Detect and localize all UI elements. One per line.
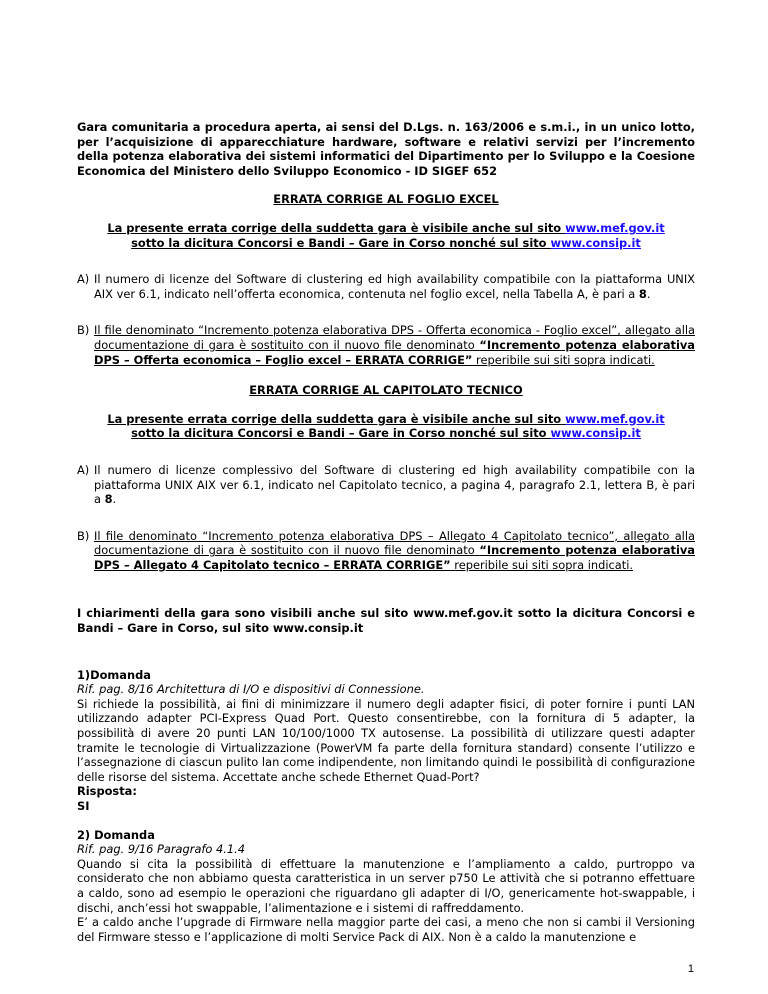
- question-1: [77, 668, 695, 814]
- question-heading: 2) Domanda: [77, 827, 155, 842]
- question-reference: Rif. pag. 8/16 Architettura di I/O e dispositivi di Connessione.: [77, 682, 425, 697]
- visibility-notice-excel: La presente errata corrige della suddetta gara è visibile anche sul sito www.mef.gov.it sotto la dicitura Concorsi e Bandi – Gare in Corso nonché sul sito www.consip.it: [107, 220, 665, 250]
- section-title-excel: ERRATA CORRIGE AL FOGLIO EXCEL: [273, 192, 499, 207]
- item-label: A): [77, 272, 90, 287]
- question-body: Si richiede la possibilità, ai fini di minimizzare il numero degli adapter fisici, di poter fornire i punti LAN utilizzando adapter PCI-Express Quad Port. Questo consentirebbe, con la fornitura di 5 adapter, la possibilità di avere 20 punti LAN 10/100/1000 TX autosense. La possibilità di utilizzare questi adapter tramite le tecnologie di Virtualizzazione (PowerVM fa parte della fornitura standard) consente l’utilizzo e l’assegnazione di ciascun pulito lan come indipendente, non limitando quindi le possibilità di configurazione delle risorse del sistema. Accettate anche schede Ethernet Quad-Port?: [77, 696, 695, 784]
- section-title-capitolato: ERRATA CORRIGE AL CAPITOLATO TECNICO: [249, 383, 523, 398]
- consip-link[interactable]: www.consip.it: [550, 235, 641, 250]
- mef-link[interactable]: www.mef.gov.it: [565, 220, 665, 235]
- consip-link[interactable]: www.consip.it: [550, 426, 641, 441]
- excel-item-b: B) Il file denominato “Incremento potenza elaborativa DPS - Offerta economica - Foglio excel”, allegato alla documentazione di gara è sostituito con il nuovo file denominato “Incremento potenza elaborativa DPS – Offerta economica – Foglio excel – ERRATA CORRIGE” reperibile sui siti sopra indicati.: [77, 323, 695, 367]
- mef-link[interactable]: www.mef.gov.it: [565, 411, 665, 426]
- visibility-notice-capitolato: La presente errata corrige della suddetta gara è visibile anche sul sito www.mef.gov.it sotto la dicitura Concorsi e Bandi – Gare in Corso nonché sul sito www.consip.it: [107, 411, 665, 441]
- question-reference: Rif. pag. 9/16 Paragrafo 4.1.4: [77, 842, 246, 857]
- question-heading: 1)Domanda: [77, 667, 151, 682]
- capitolato-item-a: A) Il numero di licenze complessivo del Software di clustering ed high availability compatibile con la piattaforma UNIX AIX ver 6.1, indicato nel Capitolato tecnico, a pagina 4, paragrafo 2.1, lettera B, è pari a 8.: [77, 462, 695, 507]
- intro-paragraph: Gara comunitaria a procedura aperta, ai sensi del D.Lgs. n. 163/2006 e s.m.i., in un unico lotto, per l’acquisizione di apparecchiature hardware, software e relativi servizi per l’incremento della potenza elaborativa dei sistemi informatici del Dipartimento per lo Sviluppo e la Coesione Economica del Ministero dello Sviluppo Economico - ID SIGEF 652: [77, 120, 695, 178]
- excel-item-a: A) Il numero di licenze del Software di clustering ed high availability compatibile con la piattaforma UNIX AIX ver 6.1, indicato nell’offerta economica, contenuta nel foglio excel, nella Tabella A, è pari a 8.: [77, 272, 695, 301]
- item-label: B): [77, 323, 90, 338]
- item-label: A): [77, 462, 90, 477]
- question-body: Quando si cita la possibilità di effettuare la manutenzione e l’ampliamento a caldo, purtroppo va considerato che non abbiamo questa caratteristica in un server p750 Le attività che si potranno effettuare a caldo, sono ad esempio le operazioni che riguardano gli adapter di I/O, genericamente hot-swappable, i dischi, anch’essi hot swappable, l’alimentazione e i sistemi di raffreddamento.: [77, 856, 695, 915]
- chiarimenti-notice: I chiarimenti della gara sono visibili anche sul sito www.mef.gov.it sotto la dicitura Concorsi e Bandi – Gare in Corso, sul sito www.consip.it: [77, 606, 695, 636]
- document-page: [77, 120, 695, 944]
- item-label: B): [77, 528, 90, 543]
- question-2: [77, 828, 695, 945]
- capitolato-item-b: B) Il file denominato “Incremento potenza elaborativa DPS – Allegato 4 Capitolato tecnico”, allegato alla documentazione di gara è sostituito con il nuovo file denominato “Incremento potenza elaborativa DPS – Allegato 4 Capitolato tecnico – ERRATA CORRIGE” reperibile sui siti sopra indicati.: [77, 528, 695, 572]
- page-number: 1: [687, 963, 694, 975]
- answer-text: SI: [77, 799, 90, 813]
- question-body-continued: E’ a caldo anche l’upgrade di Firmware nella maggior parte dei casi, a meno che non si cambi il Versioning del Firmware stesso e l’applicazione di molti Service Pack di AIX. Non è a caldo la manutenzione e: [77, 915, 695, 944]
- answer-label: Risposta:: [77, 784, 137, 799]
